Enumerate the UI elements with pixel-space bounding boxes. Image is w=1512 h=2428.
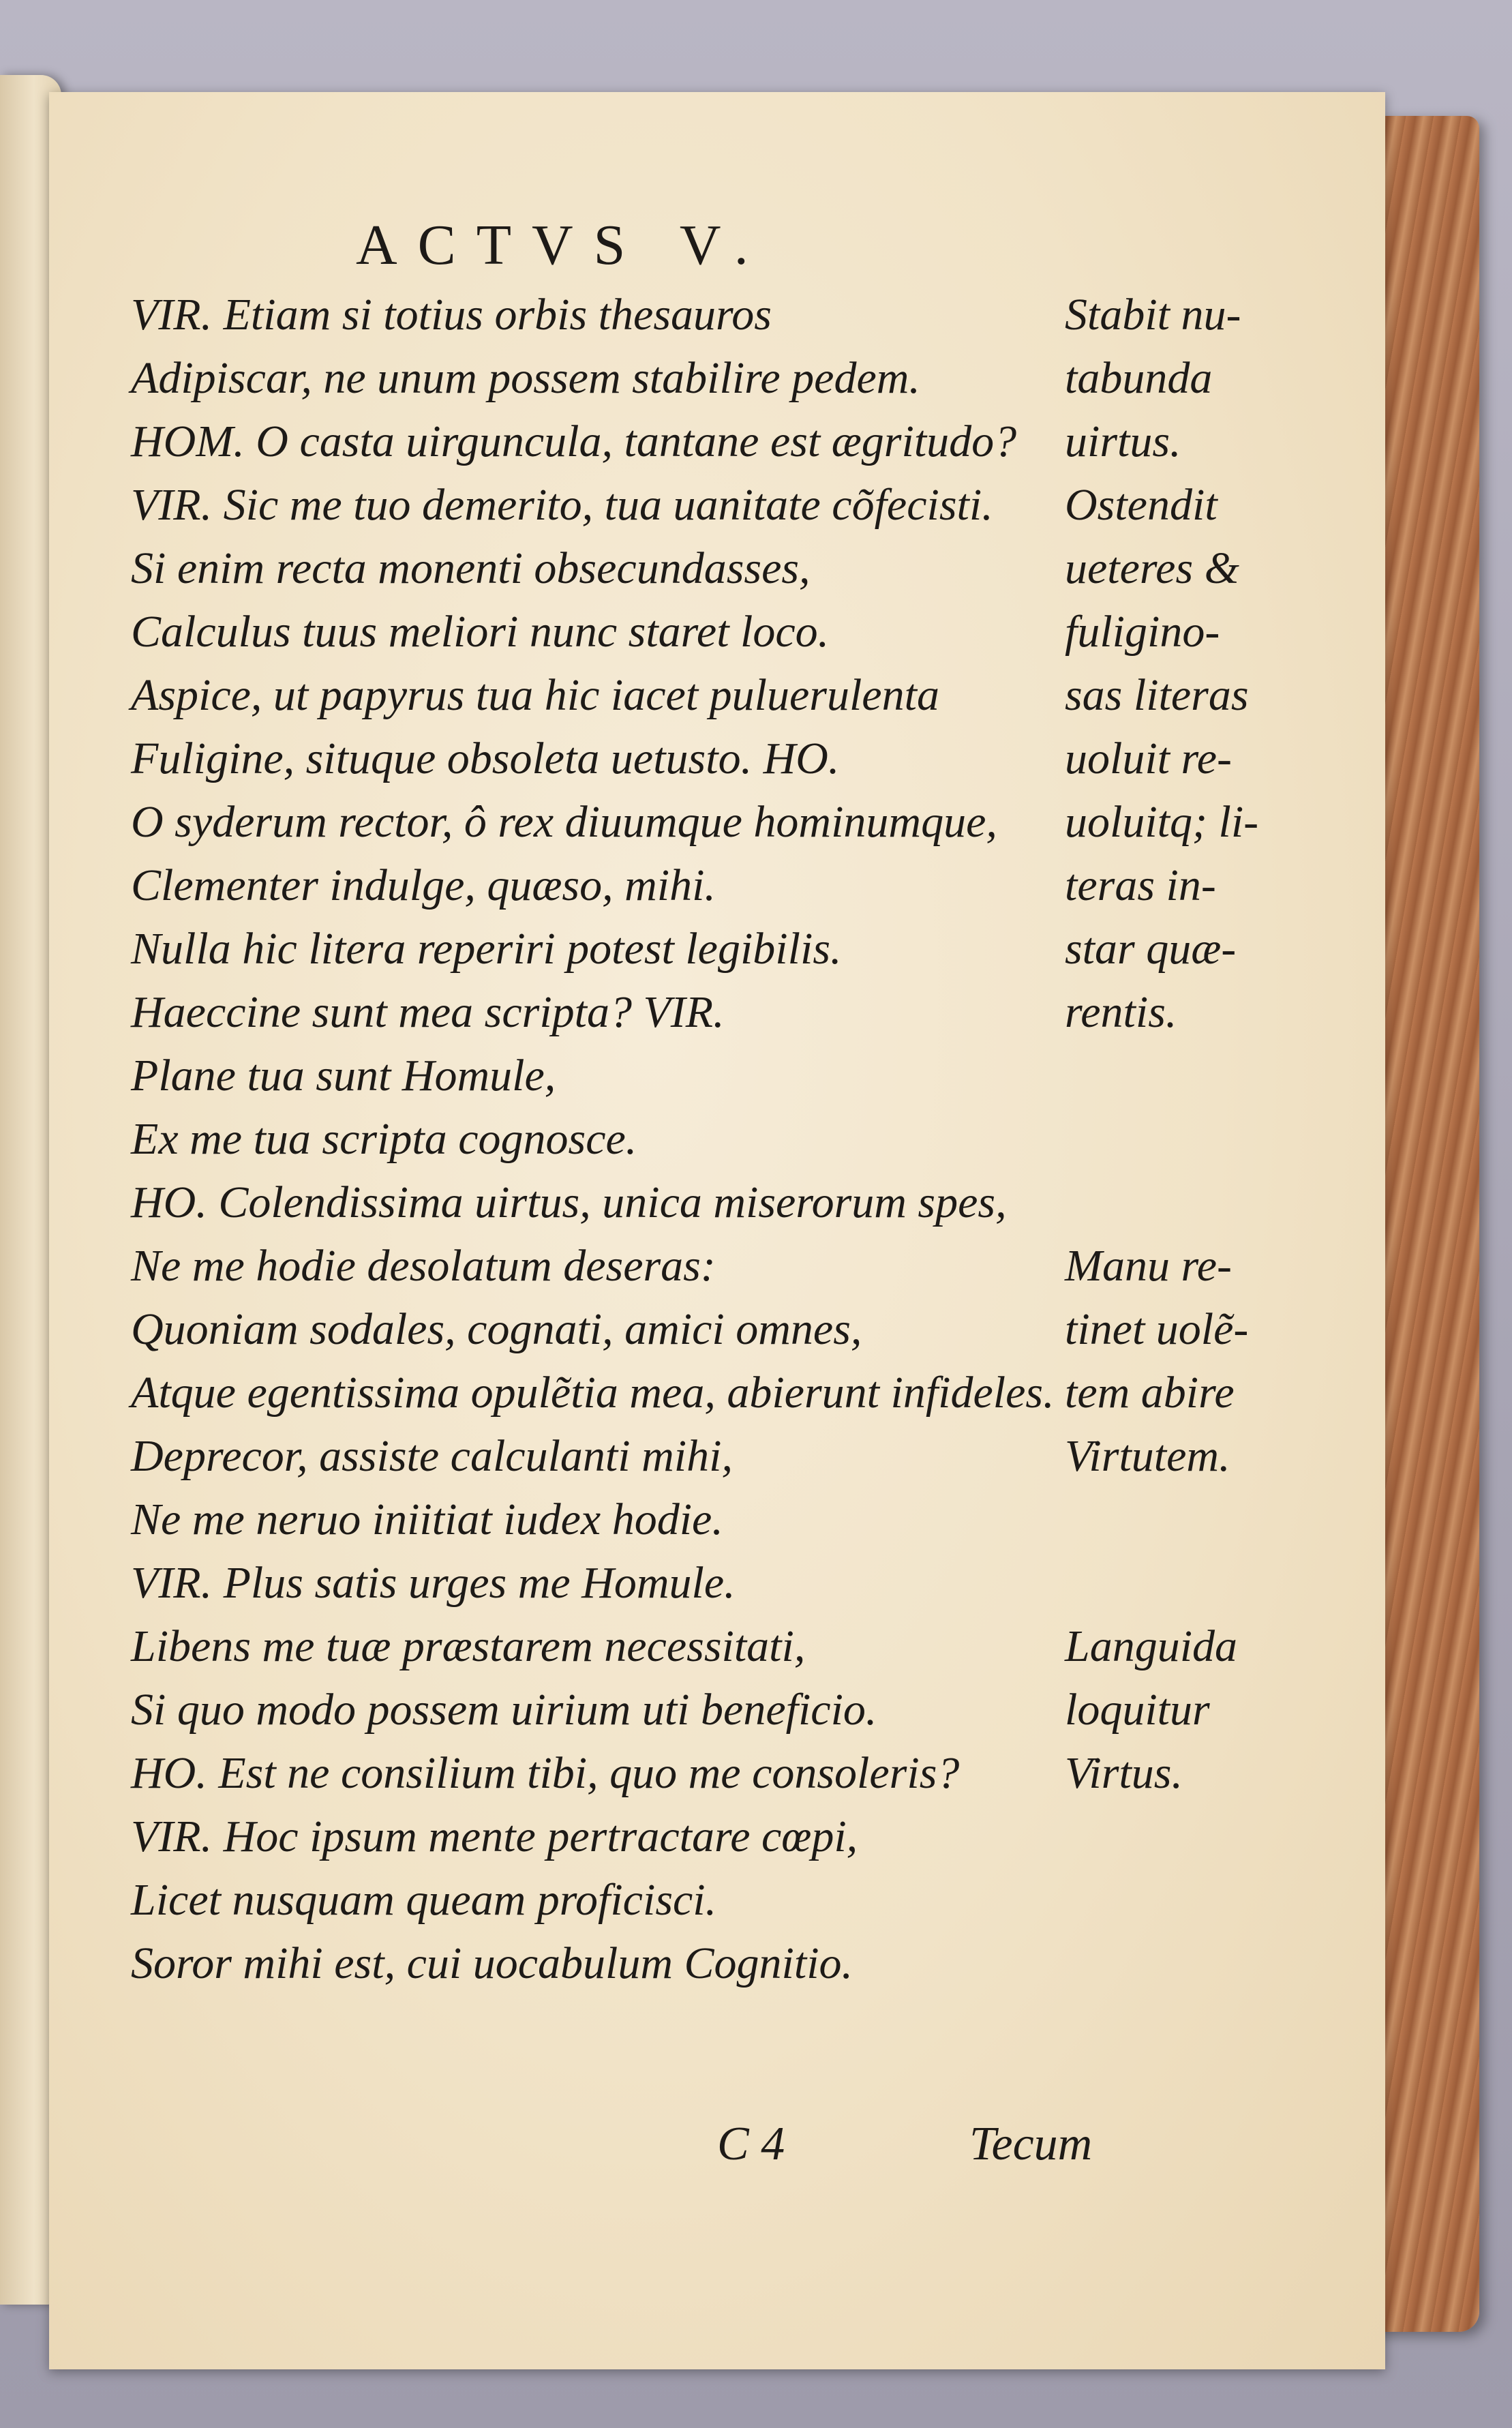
page-foot: [717, 2110, 1194, 2178]
text-line: [131, 1615, 1358, 1678]
text-line: [131, 1171, 1358, 1234]
line-text: Atque egentissima opulẽtia mea, abierunt infideles.: [131, 1368, 1055, 1418]
line-text: Si quo modo possem uirium uti beneficio.: [131, 1685, 877, 1735]
line-text: Haeccine sunt mea scripta? VIR.: [131, 987, 725, 1037]
line-text: VIR. Hoc ipsum mente pertractare cœpi,: [131, 1812, 858, 1861]
marginal-note: loquitur: [1065, 1685, 1210, 1735]
text-line: [131, 473, 1358, 537]
marginal-note: tem abire: [1065, 1368, 1235, 1418]
text-line: [131, 1298, 1358, 1361]
marginal-note: tinet uolẽ-: [1065, 1304, 1249, 1354]
marginal-note: Stabit nu-: [1065, 290, 1241, 340]
text-line: [131, 1234, 1358, 1298]
line-text: Calculus tuus meliori nunc staret loco.: [131, 607, 830, 657]
marginal-note: teras in-: [1065, 860, 1216, 910]
marginal-note: tabunda: [1065, 353, 1213, 403]
text-line: [131, 1044, 1358, 1107]
line-text: Fuligine, situque obsoleta uetusto. HO.: [131, 734, 840, 783]
text-line: [131, 663, 1358, 727]
line-text: Plane tua sunt Homule,: [131, 1051, 556, 1100]
text-line: [131, 1678, 1358, 1741]
text-line: [131, 600, 1358, 663]
marginal-note: ueteres &: [1065, 543, 1239, 593]
marginal-note: Virtutem.: [1065, 1431, 1230, 1481]
text-block: [131, 208, 1358, 2185]
line-text: Quoniam sodales, cognati, amici omnes,: [131, 1304, 862, 1354]
line-text: Libens me tuæ præstarem necessitati,: [131, 1621, 806, 1671]
text-line: [131, 917, 1358, 980]
marginal-note: Ostendit: [1065, 480, 1218, 530]
text-line: [131, 790, 1358, 854]
marginal-note: Languida: [1065, 1621, 1238, 1671]
line-text: HO. Est ne consilium tibi, quo me consoleris?: [131, 1748, 960, 1798]
signature-mark: C 4: [717, 2118, 785, 2170]
text-line: [131, 980, 1358, 1044]
line-text: Deprecor, assiste calculanti mihi,: [131, 1431, 733, 1481]
text-line: [131, 1741, 1358, 1805]
marginal-note: uirtus.: [1065, 417, 1181, 466]
book-page: [49, 92, 1385, 2369]
text-line: [131, 1868, 1358, 1932]
line-text: VIR. Etiam si totius orbis thesauros: [131, 290, 772, 340]
line-text: Licet nusquam queam proficisci.: [131, 1875, 717, 1925]
text-line: [131, 1107, 1358, 1171]
catchword: Tecum: [969, 2118, 1093, 2170]
marginal-note: fuligino-: [1065, 607, 1220, 657]
text-line: [131, 1488, 1358, 1551]
line-text: Ne me neruo iniitiat iudex hodie.: [131, 1495, 723, 1544]
marginal-note: rentis.: [1065, 987, 1177, 1037]
text-line: [131, 537, 1358, 600]
text-line: [131, 346, 1358, 410]
running-head: ACTVS V.: [356, 213, 769, 277]
text-line: [131, 1932, 1358, 1995]
marginal-note: uoluitq; li-: [1065, 797, 1259, 847]
text-line: [131, 854, 1358, 917]
text-line: [131, 1424, 1358, 1488]
marginal-note: Virtus.: [1065, 1748, 1183, 1798]
line-text: HO. Colendissima uirtus, unica miserorum spes,: [131, 1178, 1007, 1227]
marginal-note: uoluit re-: [1065, 734, 1233, 783]
line-text: Adipiscar, ne unum possem stabilire pedem.: [131, 353, 920, 403]
line-text: Ex me tua scripta cognosce.: [131, 1114, 637, 1164]
line-text: Soror mihi est, cui uocabulum Cognitio.: [131, 1938, 853, 1988]
text-line: [131, 283, 1358, 346]
line-text: O syderum rector, ô rex diuumque hominumque,: [131, 797, 997, 847]
line-text: Clementer indulge, quæso, mihi.: [131, 860, 716, 910]
line-text: Nulla hic litera reperiri potest legibilis.: [131, 924, 842, 974]
text-line: [131, 410, 1358, 473]
line-text: VIR. Plus satis urges me Homule.: [131, 1558, 736, 1608]
marginal-note: sas literas: [1065, 670, 1249, 720]
marginal-note: star quæ-: [1065, 924, 1237, 974]
text-line: [131, 1551, 1358, 1615]
line-text: Aspice, ut papyrus tua hic iacet puluerulenta: [131, 670, 939, 720]
line-text: VIR. Sic me tuo demerito, tua uanitate cõfecisti.: [131, 480, 993, 530]
marginal-note: Manu re-: [1065, 1241, 1232, 1291]
verse-lines: [131, 283, 1358, 1995]
line-text: Si enim recta monenti obsecundasses,: [131, 543, 811, 593]
text-line: [131, 727, 1358, 790]
text-line: [131, 1805, 1358, 1868]
text-line: [131, 1361, 1358, 1424]
line-text: Ne me hodie desolatum deseras:: [131, 1241, 716, 1291]
line-text: HOM. O casta uirguncula, tantane est ægritudo?: [131, 417, 1017, 466]
